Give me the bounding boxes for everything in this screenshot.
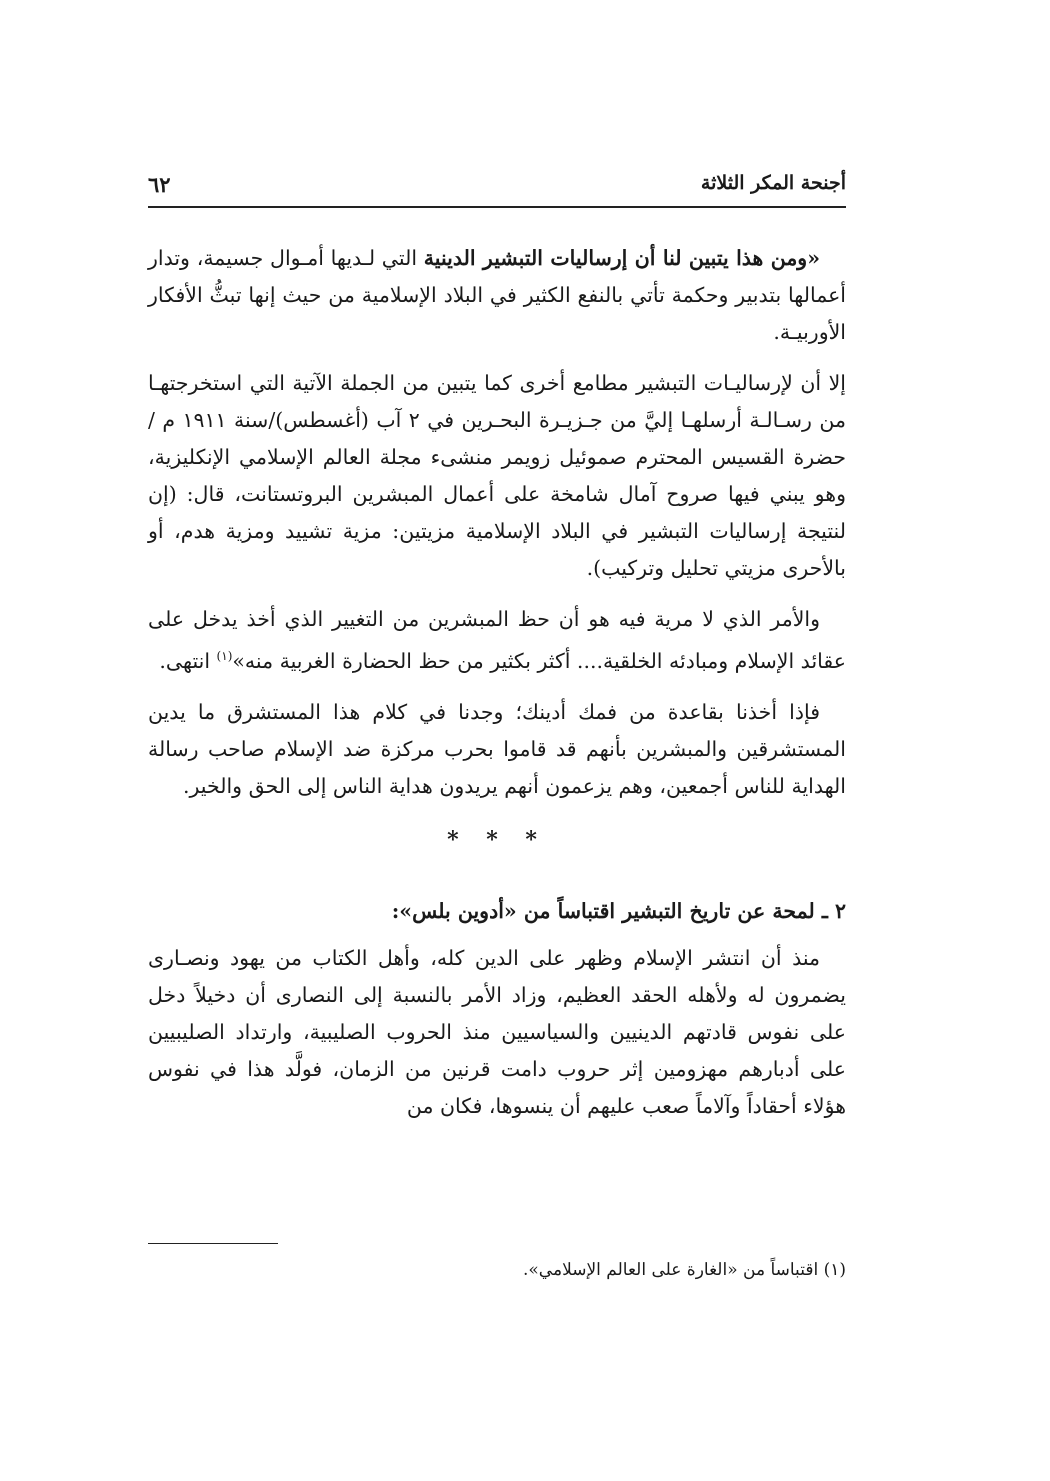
paragraph-1 [148, 240, 846, 351]
paragraph-1-text: التي لـديها أمـوال جسيمة، وتدار أعمالها بتدبير وحكمة تأتي بالنفع الكثير في البلاد الإسلامية من حيث إنها تبثُّ الأفكار الأوربيـة. [148, 246, 846, 344]
footnote-rule [148, 1243, 278, 1244]
paragraph-3 [148, 601, 846, 680]
section-divider: * * * [447, 826, 547, 853]
header-rule [148, 206, 846, 208]
running-head [148, 172, 846, 202]
footnote-reference: (١) [216, 649, 233, 663]
paragraph-2: إلا أن لإرساليـات التبشير مطامع أخرى كما يتبين من الجملة الآتية التي استخرجتهـا من رسـالـة أرسلهـا إليَّ من جـزيـرة البحـرين في ٢ آب (أغسطس)/سنة ١٩١١ م / حضرة القسيس المحترم صموئيل زويمر منشىء مجلة العالم الإسلامي الإنكليزية، وهو يبني فيها صروح آمال شامخة على أعمال المبشرين البروتستانت، قال: (إن لنتيجة إرساليات التبشير في البلاد الإسلامية مزيتين: مزية تشييد ومزية هدم، أو بالأحرى مزيتي تحليل وتركيب). [148, 371, 846, 580]
footnote: (١) اقتباساً من «الغارة على العالم الإسلامي». [522, 1260, 846, 1280]
paragraph-3-tail: انتهى. [159, 648, 217, 673]
book-page [148, 160, 846, 1360]
running-title: أجنحة المكر الثلاثة [700, 172, 846, 194]
section-paragraph: منذ أن انتشر الإسلام وظهر على الدين كله، وأهل الكتاب من يهود ونصـارى يضمرون له ولأهله الحقد العظيم، وزاد الأمر بالنسبة إلى النصارى أن دخيلاً دخل على نفوس قادتهم الدينيين والسياسيين منذ الحروب الصليبية، وارتداد الصليبيين على أدبارهم مهزومين إثر حروب دامت قرنين من الزمان، فولَّد هذا في نفوس هؤلاء أحقاداً وآلاماً صعب عليهم أن ينسوها، فكان من [148, 945, 846, 1118]
page-number: ٦٢ [148, 172, 171, 197]
section-heading: ٢ ـ لمحة عن تاريخ التبشير اقتباساً من «أدوين بلس»: [391, 898, 846, 923]
paragraph-4: فإذا أخذنا بقاعدة من فمك أدينك؛ وجدنا في كلام هذا المستشرق ما يدين المستشرقين والمبشرين بأنهم قد قاموا بحرب مركزة ضد الإسلام صاحب رسالة الهداية للناس أجمعين، وهم يزعمون أنهم يريدون هداية الناس إلى الحق والخير. [148, 699, 846, 798]
paragraph-3-text: والأمر الذي لا مرية فيه هو أن حظ المبشرين من التغيير الذي أخذ يدخل على عقائد الإسلام ومبادئه الخلقية.... أكثر بكثير من حظ الحضارة الغربية منه» [148, 607, 846, 673]
paragraph-1-lead: «ومن هذا يتبين لنا أن إرساليات التبشير الدينية [423, 246, 821, 270]
page-body [148, 240, 846, 1139]
